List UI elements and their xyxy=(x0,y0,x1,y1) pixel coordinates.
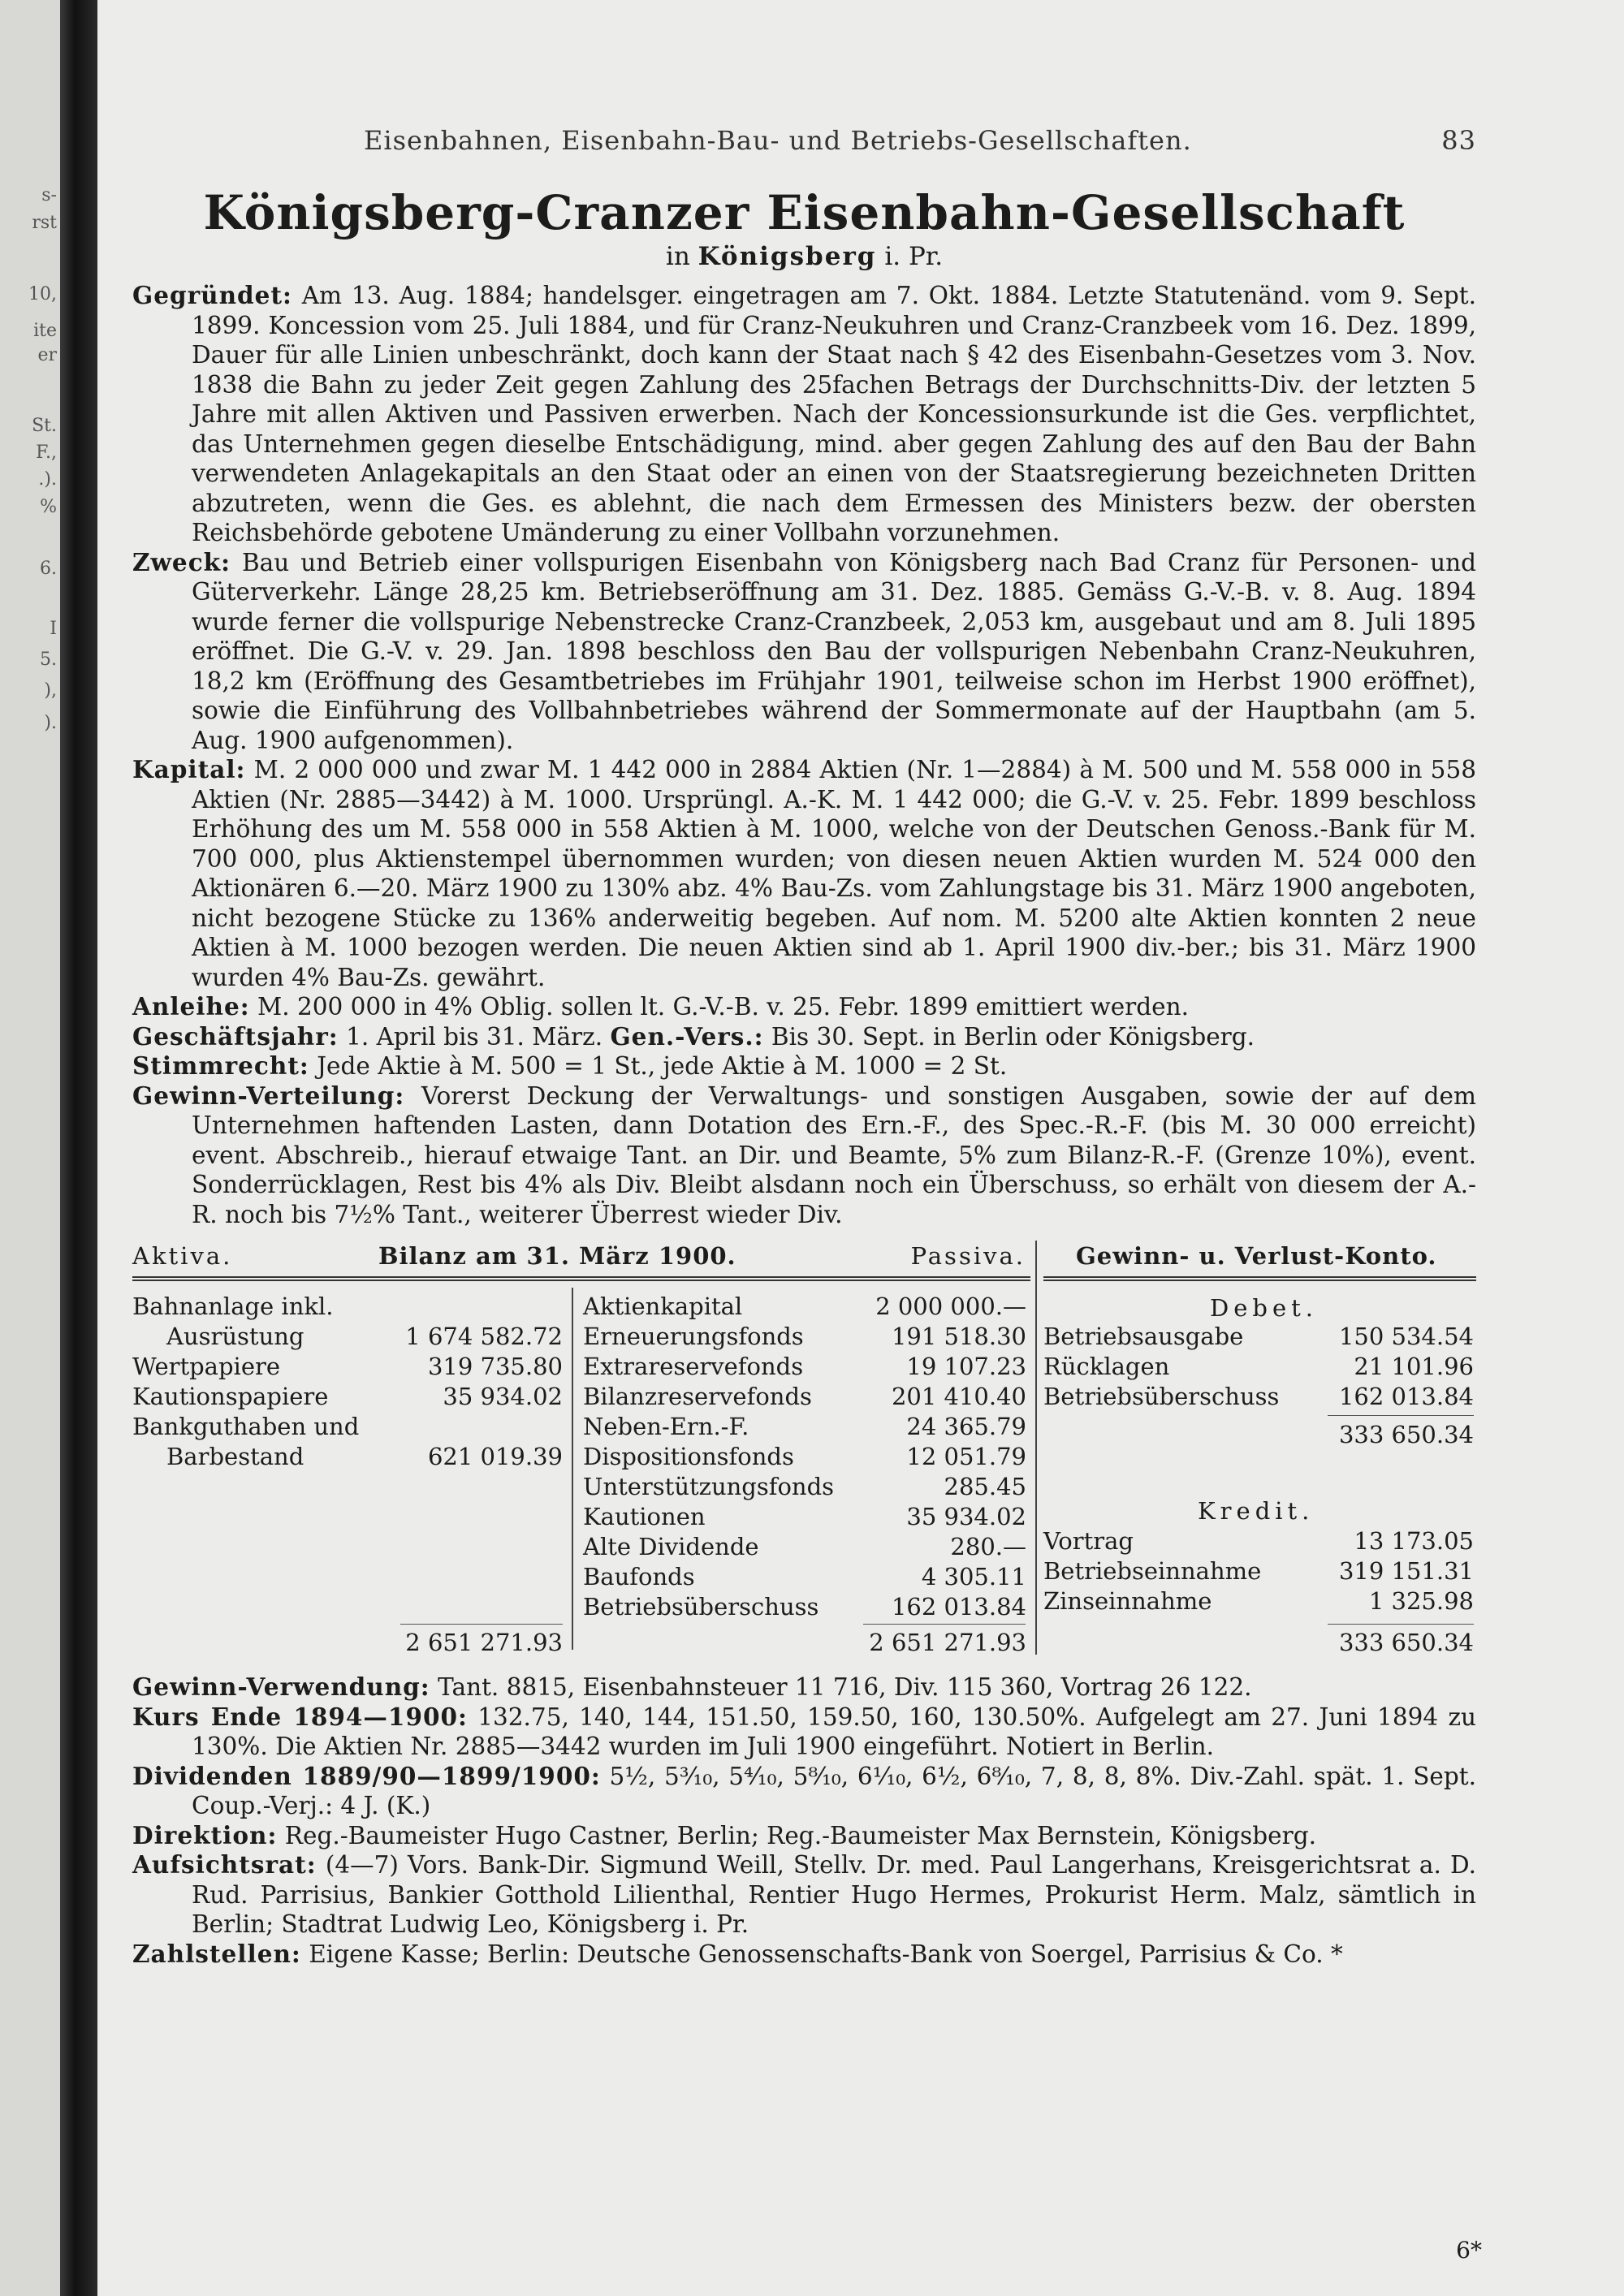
aktiva-total: 2 651 271.93 xyxy=(405,1629,563,1656)
margin-fragment: F., xyxy=(36,442,57,463)
row-label: Baufonds xyxy=(583,1563,695,1590)
table-row xyxy=(132,1293,563,1322)
debet-total-row xyxy=(1043,1421,1474,1450)
table-row xyxy=(1043,1557,1474,1586)
row-label: Ausrüstung xyxy=(166,1323,304,1350)
table-row xyxy=(583,1563,1026,1592)
row-value: 21 101.96 xyxy=(1354,1353,1474,1380)
row-label: Bahnanlage inkl. xyxy=(132,1293,334,1320)
table-row xyxy=(132,1443,563,1472)
table-row xyxy=(583,1503,1026,1532)
margin-fragment: .). xyxy=(38,469,57,490)
entry-gewinn-verwendung xyxy=(132,1672,1476,1703)
running-head-title: Eisenbahnen, Eisenbahn-Bau- und Betriebs-Gesellschaften. xyxy=(364,125,1192,156)
location-city: Königsberg xyxy=(698,242,877,271)
row-label: Vortrag xyxy=(1043,1527,1134,1555)
table-row xyxy=(583,1293,1026,1322)
row-value: 319 151.31 xyxy=(1338,1557,1474,1585)
row-label: Neben-Ern.-F. xyxy=(583,1413,749,1440)
passiva-sum-rule xyxy=(863,1624,1026,1625)
row-label: Zinseinnahme xyxy=(1043,1587,1212,1615)
debet-label: Debet. xyxy=(1210,1294,1319,1322)
table-row xyxy=(583,1353,1026,1382)
row-value: 4 305.11 xyxy=(921,1563,1026,1590)
gewinn-verlust-konto xyxy=(1043,1241,1476,1656)
entry-label: Gegründet: xyxy=(132,281,292,309)
entry-label: Gewinn-Verteilung: xyxy=(132,1081,405,1110)
aktiva-sum-rule xyxy=(400,1624,563,1625)
margin-fragment: s- xyxy=(41,185,57,205)
row-label: Aktienkapital xyxy=(583,1293,743,1320)
row-label: Betriebsausgabe xyxy=(1043,1323,1244,1350)
document-page xyxy=(97,0,1624,2296)
margin-fragment: er xyxy=(37,345,57,365)
entry-text: Reg.-Baumeister Hugo Castner, Berlin; Reg.-Baumeister Max Bernstein, Königsberg. xyxy=(284,1821,1316,1849)
financial-tables xyxy=(132,1241,1476,1663)
entry-zahlstellen xyxy=(132,1940,1476,1970)
table-row xyxy=(583,1413,1026,1442)
entry-text: 1. April bis 31. März. xyxy=(346,1022,603,1051)
bilanz-table xyxy=(132,1241,1030,1656)
aktiva-total-row xyxy=(132,1629,563,1658)
gvk-header xyxy=(1043,1241,1476,1278)
row-label: Betriebsüberschuss xyxy=(1043,1383,1280,1410)
entry-text: Bau und Betrieb einer vollspurigen Eisenbahn von Königsberg nach Bad Cranz für Personen- und Güterverkehr. Länge 28,25 km. Betriebseröffnung am 31. Dez. 1885. Gemäss G.-V.-B. v. 8. Aug. 1894 wurde ferner die vollspurige Nebenstrecke Cranz-Cranzbeek, 2,053 km, ausgebaut und am 8. Juli 1895 eröffnet. Die G.-V. v. 29. Jan. 1898 beschloss den Bau der vollspurigen Nebenbahn Cranz-Neukuhren, 18,2 km (Eröffnung des Gesamtbetriebes im Frühjahr 1901, teilweise schon im Herbst 1900 eröffnet), sowie die Einführung des Vollbahnbetriebes während der Sommermonate auf der Hauptbahn (am 5. Aug. 1900 aufgenommen). xyxy=(192,548,1476,754)
entry-geschaeftsjahr xyxy=(132,1022,1476,1052)
entry-dividenden xyxy=(132,1762,1476,1821)
table-row xyxy=(132,1323,563,1352)
row-label: Dispositionsfonds xyxy=(583,1443,794,1470)
entry-label-gen-vers: Gen.-Vers.: xyxy=(610,1021,764,1051)
row-value: 280.— xyxy=(950,1533,1026,1560)
entry-label: Stimmrecht: xyxy=(132,1051,309,1080)
kredit-label: Kredit. xyxy=(1198,1497,1315,1525)
entry-text: Tant. 8815, Eisenbahnsteuer 11 716, Div. 115 360, Vortrag 26 122. xyxy=(438,1673,1252,1701)
margin-fragment: 6. xyxy=(40,559,57,579)
row-value: 201 410.40 xyxy=(891,1383,1026,1410)
row-value: 191 518.30 xyxy=(891,1323,1026,1350)
entry-label: Zweck: xyxy=(132,547,231,576)
entry-label: Kapital: xyxy=(132,755,246,783)
row-value: 1 325.98 xyxy=(1368,1587,1474,1615)
passiva-total-row xyxy=(583,1629,1026,1658)
table-row xyxy=(132,1383,563,1412)
kredit-total-row xyxy=(1043,1629,1474,1658)
gvk-title: Gewinn- u. Verlust-Konto. xyxy=(1076,1242,1437,1270)
row-label: Kautionspapiere xyxy=(132,1383,329,1410)
entry-text: (4—7) Vors. Bank-Dir. Sigmund Weill, Stellv. Dr. med. Paul Langerhans, Kreisgerichtsrat a. D. Rud. Parrisius, Bankier Gotthold Lilienthal, Rentier Hugo Hermes, Prokurist Herm. Malz, sämtlich in Berlin; Stadtrat Ludwig Leo, Königsberg i. Pr. xyxy=(192,1851,1476,1938)
entries-top xyxy=(132,281,1476,1229)
table-row xyxy=(1043,1527,1474,1556)
table-row xyxy=(583,1383,1026,1412)
table-row xyxy=(583,1533,1026,1562)
kredit-sum-rule xyxy=(1328,1624,1474,1625)
table-row xyxy=(132,1353,563,1382)
entries-bottom xyxy=(132,1672,1476,1969)
margin-fragment: ite xyxy=(33,321,57,341)
row-value: 1 674 582.72 xyxy=(405,1323,563,1350)
debet-total: 333 650.34 xyxy=(1338,1421,1474,1448)
entry-gewinn-verteilung xyxy=(132,1081,1476,1230)
entry-text: Eigene Kasse; Berlin: Deutsche Genossenschafts-Bank von Soergel, Parrisius & Co. * xyxy=(309,1940,1343,1968)
row-label: Betriebseinnahme xyxy=(1043,1557,1262,1585)
entry-text: M. 200 000 in 4% Oblig. sollen lt. G.-V.-B. v. 25. Febr. 1899 emittiert werden. xyxy=(257,993,1190,1021)
row-label: Unterstützungsfonds xyxy=(583,1473,835,1500)
row-label: Extrareservefonds xyxy=(583,1353,804,1380)
debet-sum-rule xyxy=(1328,1415,1474,1416)
row-value: 319 735.80 xyxy=(427,1353,563,1380)
bilanz-header-double-rule xyxy=(132,1280,1030,1281)
entry-label: Zahlstellen: xyxy=(132,1939,301,1968)
bilanz-title: Bilanz am 31. März 1900. xyxy=(378,1242,736,1270)
row-value: 19 107.23 xyxy=(906,1353,1026,1380)
entry-zweck xyxy=(132,548,1476,756)
entry-text: Am 13. Aug. 1884; handelsger. eingetragen am 7. Okt. 1884. Letzte Statutenänd. vom 9. Sept. 1899. Koncession vom 25. Juli 1884, und für Cranz-Neukuhren und Cranz-Cranzbeek vom 16. Dez. 1899, Dauer für alle Linien unbeschränkt, doch kann der Staat nach § 42 des Eisenbahn-Gesetzes vom 3. Nov. 1838 die Bahn zu jeder Zeit gegen Zahlung des 25fachen Betrags der Durchschnitts-Div. der letzten 5 Jahre mit allen Aktiven und Passiven erwerben. Nach der Koncessionsurkunde ist die Ges. verpflichtet, das Unternehmen gegen dieselbe Entschädigung, mind. aber gegen Zahlung des auf den Bau der Bahn verwendeten Anlagekapitals an den Staat oder an einen von der Staatsregierung bezeichneten Dritten abzutreten, wenn die Ges. es ablehnt, die nach dem Ermessen des Ministers bezw. der obersten Reichsbehörde gebotene Umänderung zu einer Vollbahn vorzunehmen. xyxy=(192,282,1476,546)
table-row xyxy=(1043,1383,1474,1412)
gvk-header-double-rule xyxy=(1043,1280,1476,1281)
table-row xyxy=(1043,1353,1474,1382)
bilanz-header xyxy=(132,1241,1030,1278)
entry-kapital xyxy=(132,755,1476,992)
entry-text: Vorerst Deckung der Verwaltungs- und sonstigen Ausgaben, sowie der auf dem Unternehmen haftenden Lasten, dann Dotation des Ern.-F., des Spec.-R.-F. (bis M. 30 000 erreicht) event. Abschreib., hierauf etwaige Tant. an Dir. und Beamte, 5% zum Bilanz-R.-F. (Grenze 10%), event. Sonderrücklagen, Rest bis 4% als Div. Bleibt alsdann noch ein Überschuss, so erhält von diesem der A.-R. noch bis 7½% Tant., weiterer Überrest wieder Div. xyxy=(192,1081,1476,1228)
page-number: 83 xyxy=(1441,125,1476,156)
signature-mark: 6* xyxy=(1456,2237,1482,2264)
entry-direktion xyxy=(132,1821,1476,1851)
location-suffix: i. Pr. xyxy=(884,242,944,271)
margin-fragment: ), xyxy=(44,680,57,701)
row-value: 285.45 xyxy=(944,1473,1026,1500)
row-label: Rücklagen xyxy=(1043,1353,1170,1380)
entry-aufsichtsrat xyxy=(132,1850,1476,1940)
margin-fragment: I xyxy=(50,619,57,639)
row-value: 162 013.84 xyxy=(1338,1383,1474,1410)
entry-label: Kurs Ende 1894—1900: xyxy=(132,1702,468,1731)
row-value: 35 934.02 xyxy=(443,1383,563,1410)
row-value: 35 934.02 xyxy=(906,1503,1026,1530)
margin-fragment: St. xyxy=(32,416,57,436)
table-row xyxy=(583,1443,1026,1472)
entry-anleihe xyxy=(132,992,1476,1022)
row-value: 13 173.05 xyxy=(1354,1527,1474,1555)
table-row xyxy=(583,1473,1026,1502)
entry-label: Dividenden 1889/90—1899/1900: xyxy=(132,1761,601,1790)
entry-label: Gewinn-Verwendung: xyxy=(132,1672,430,1701)
aktiva-label: Aktiva. xyxy=(132,1242,233,1270)
company-location xyxy=(132,242,1476,271)
row-value: 24 365.79 xyxy=(906,1413,1026,1440)
entry-text: M. 2 000 000 und zwar M. 1 442 000 in 2884 Aktien (Nr. 1—2884) à M. 500 und M. 558 000 in 558 Aktien (Nr. 2885—3442) à M. 1000. Ursprüngl. A.-K. M. 1 442 000; die G.-V. v. 25. Febr. 1899 beschloss Erhöhung des um M. 558 000 in 558 Aktien à M. 1000, welche von der Deutschen Genoss.-Bank für M. 700 000, plus Aktienstempel übernommen wurden; von diesen neuen Aktien wurden M. 524 000 den Aktionären 6.—20. März 1900 zu 130% abz. 4% Bau-Zs. vom Zahlungstage bis 31. März 1900 angeboten, nicht bezogene Stücke zu 136% anderweitig begeben. Auf nom. M. 5200 alte Aktien konnten 2 neue Aktien à M. 1000 bezogen werden. Die neuen Aktien sind ab 1. April 1900 div.-ber.; bis 31. März 1900 wurden 4% Bau-Zs. gewährt. xyxy=(192,756,1476,991)
entry-label: Geschäftsjahr: xyxy=(132,1021,339,1051)
entry-text: 132.75, 140, 144, 151.50, 159.50, 160, 130.50%. Aufgelegt am 27. Juni 1894 zu 130%. Die Aktien Nr. 2885—3442 wurden im Juli 1900 eingeführt. Notiert in Berlin. xyxy=(192,1703,1476,1760)
entry-text-gen-vers: Bis 30. Sept. in Berlin oder Königsberg. xyxy=(771,1022,1255,1051)
margin-fragment: % xyxy=(40,497,57,517)
entry-stimmrecht xyxy=(132,1051,1476,1081)
row-label: Bankguthaben und xyxy=(132,1413,360,1440)
row-label: Bilanzreservefonds xyxy=(583,1383,812,1410)
row-value: 2 000 000.— xyxy=(875,1293,1026,1320)
passiva-label: Passiva. xyxy=(910,1242,1026,1270)
entry-label: Direktion: xyxy=(132,1820,278,1849)
company-title: Königsberg-Cranzer Eisenbahn-Gesellschaft xyxy=(203,185,1406,240)
tables-separator xyxy=(1035,1241,1037,1655)
table-row xyxy=(583,1593,1026,1622)
margin-fragment: ). xyxy=(44,713,57,733)
entry-label: Aufsichtsrat: xyxy=(132,1850,317,1879)
row-label: Barbestand xyxy=(166,1443,304,1470)
location-prefix: in xyxy=(665,242,690,271)
row-value: 150 534.54 xyxy=(1338,1323,1474,1350)
row-label: Wertpapiere xyxy=(132,1353,281,1380)
book-spine-shadow xyxy=(60,0,97,2296)
entry-kurs xyxy=(132,1703,1476,1762)
table-row xyxy=(583,1323,1026,1352)
table-row xyxy=(132,1413,563,1442)
row-label: Erneuerungsfonds xyxy=(583,1323,804,1350)
page-content xyxy=(132,122,1476,1969)
adjacent-page-strip xyxy=(0,0,60,2296)
row-value: 12 051.79 xyxy=(906,1443,1026,1470)
entry-gegruendet xyxy=(132,281,1476,548)
entry-label: Anleihe: xyxy=(132,992,250,1021)
row-label: Alte Dividende xyxy=(583,1533,759,1560)
margin-fragment: 10, xyxy=(28,284,57,304)
margin-fragment: 5. xyxy=(40,650,57,670)
bilanz-divider xyxy=(572,1288,573,1650)
kredit-total: 333 650.34 xyxy=(1338,1629,1474,1656)
margin-fragment: rst xyxy=(32,213,57,233)
row-label: Kautionen xyxy=(583,1503,706,1530)
running-head xyxy=(132,122,1476,162)
entry-text: Jede Aktie à M. 500 = 1 St., jede Aktie à M. 1000 = 2 St. xyxy=(317,1052,1008,1080)
table-row xyxy=(1043,1323,1474,1352)
passiva-total: 2 651 271.93 xyxy=(869,1629,1026,1656)
table-row xyxy=(1043,1587,1474,1616)
row-value: 162 013.84 xyxy=(891,1593,1026,1621)
row-value: 621 019.39 xyxy=(427,1443,563,1470)
row-label: Betriebsüberschuss xyxy=(583,1593,819,1621)
entry-text: 5½, 5³⁄₁₀, 5⁴⁄₁₀, 5⁸⁄₁₀, 6¹⁄₁₀, 6½, 6⁸⁄₁₀, 7, 8, 8, 8%. Div.-Zahl. spät. 1. Sept. Coup.-Verj.: 4 J. (K.) xyxy=(192,1762,1476,1819)
